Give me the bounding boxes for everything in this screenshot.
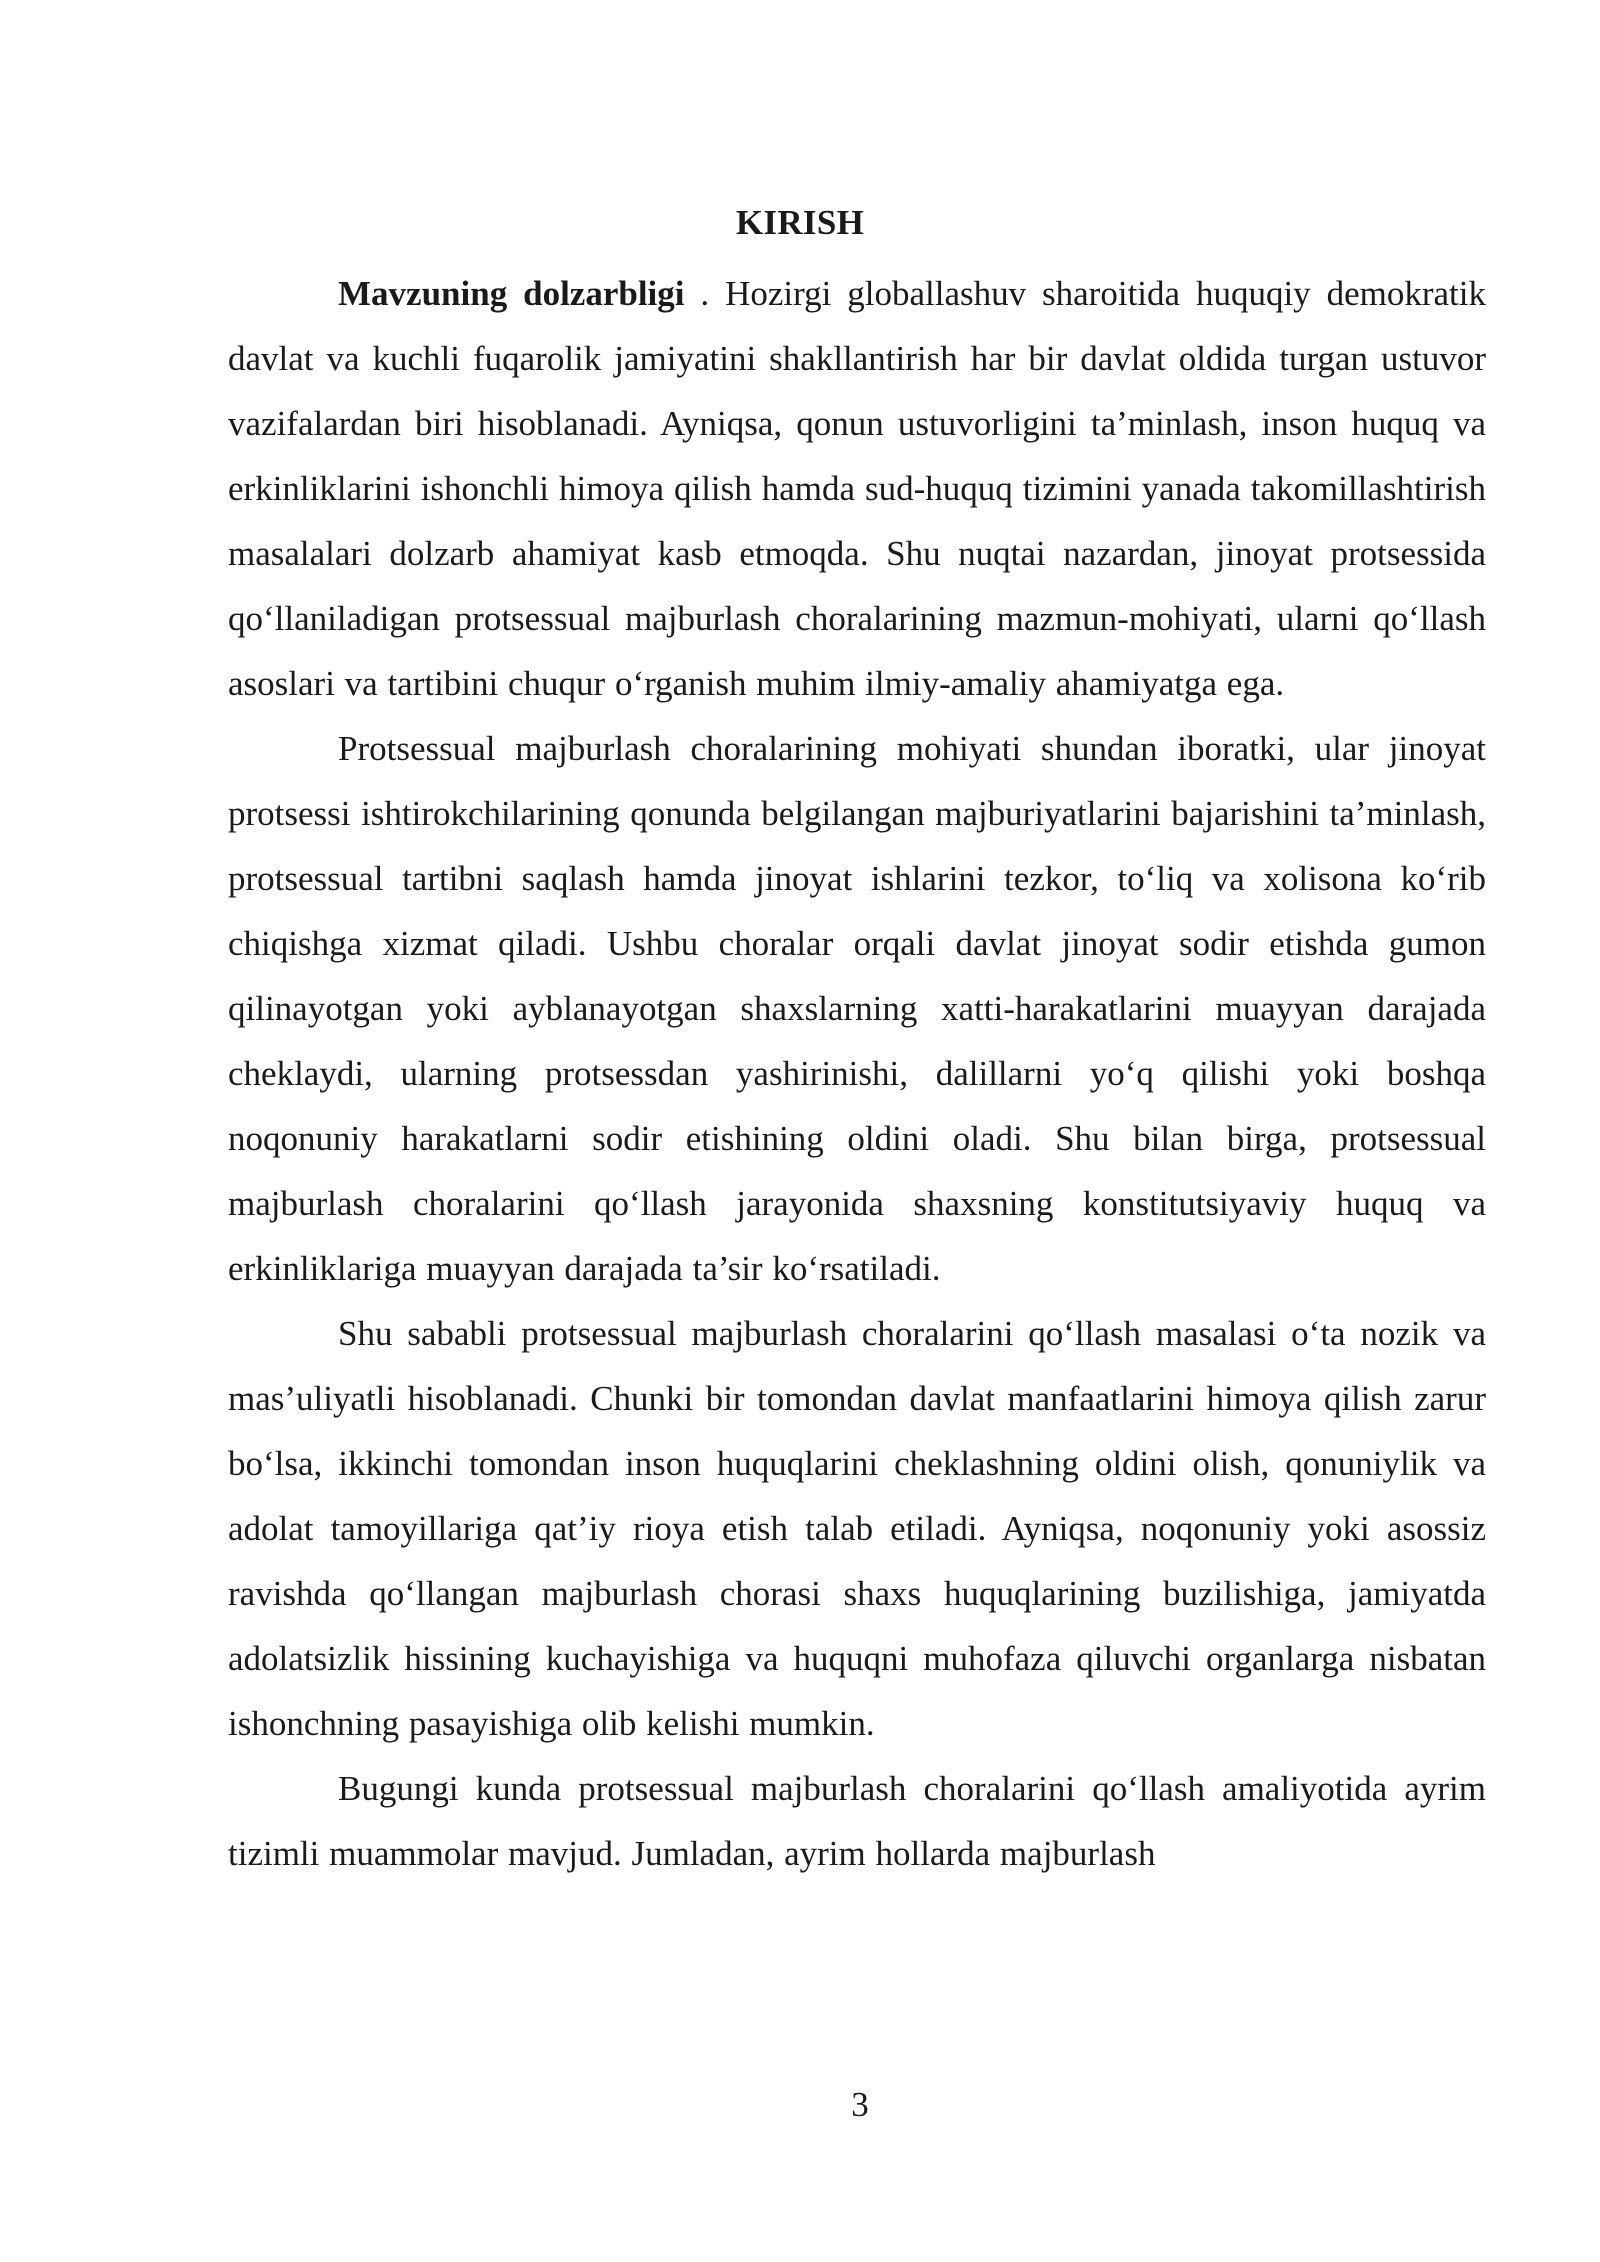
body-text [228, 261, 1486, 1886]
paragraph-text: . Hozirgi globallashuv sharoitida huquqiy demokratik davlat va kuchli fuqarolik jamiyatini shakllantirish har bir davlat oldida turgan ustuvor vazifalardan biri hisoblanadi. Ayniqsa, qonun ustuvorligini ta’minlash, inson huquq va erkinliklarini ishonchli himoya qilish hamda sud-huquq tizimini yanada takomillashtirish masalalari dolzarb ahamiyat kasb etmoqda. Shu nuqtai nazardan, jinoyat protsessida qo‘llaniladigan protsessual majburlash choralarining mazmun-mohiyati, ularni qo‘llash asoslari va tartibini chuqur o‘rganish muhim ilmiy-amaliy ahamiyatga ega. [228, 274, 1486, 703]
paragraph-problems: Bugungi kunda protsessual majburlash choralarini qo‘llash amaliyotida ayrim tizimli muammolar mavjud. Jumladan, ayrim hollarda majburlash [228, 1769, 1486, 1873]
paragraph-relevance [228, 261, 1486, 716]
page-title: KIRISH [735, 203, 865, 242]
page-number: 3 [851, 2085, 869, 2124]
paragraph-essence: Protsessual majburlash choralarining mohiyati shundan iboratki, ular jinoyat protsessi ishtirokchilarining qonunda belgilangan majburiyatlarini bajarishini ta’minlash, protsessual tartibni saqlash hamda jinoyat ishlarini tezkor, to‘liq va xolisona ko‘rib chiqishga xizmat qiladi. Ushbu choralar orqali davlat jinoyat sodir etishda gumon qilinayotgan yoki ayblanayotgan shaxslarning xatti-harakatlarini muayyan darajada cheklaydi, ularning protsessdan yashirinishi, dalillarni yo‘q qilishi yoki boshqa noqonuniy harakatlarni sodir etishining oldini oladi. Shu bilan birga, protsessual majburlash choralarini qo‘llash jarayonida shaxsning konstitutsiyaviy huquq va erkinliklariga muayyan darajada ta’sir ko‘rsatiladi. [228, 729, 1486, 1288]
paragraph-lead: Mavzuning dolzarbligi [338, 274, 685, 313]
paragraph-sensitivity: Shu sababli protsessual majburlash choralarini qo‘llash masalasi o‘ta nozik va mas’uliyatli hisoblanadi. Chunki bir tomondan davlat manfaatlarini himoya qilish zarur bo‘lsa, ikkinchi tomondan inson huquqlarini cheklashning oldini olish, qonuniylik va adolat tamoyillariga qat’iy rioya etish talab etiladi. Ayniqsa, noqonuniy yoki asossiz ravishda qo‘llangan majburlash chorasi shaxs huquqlarining buzilishiga, jamiyatda adolatsizlik hissining kuchayishiga va huquqni muhofaza qiluvchi organlarga nisbatan ishonchning pasayishiga olib kelishi mumkin. [228, 1314, 1486, 1743]
